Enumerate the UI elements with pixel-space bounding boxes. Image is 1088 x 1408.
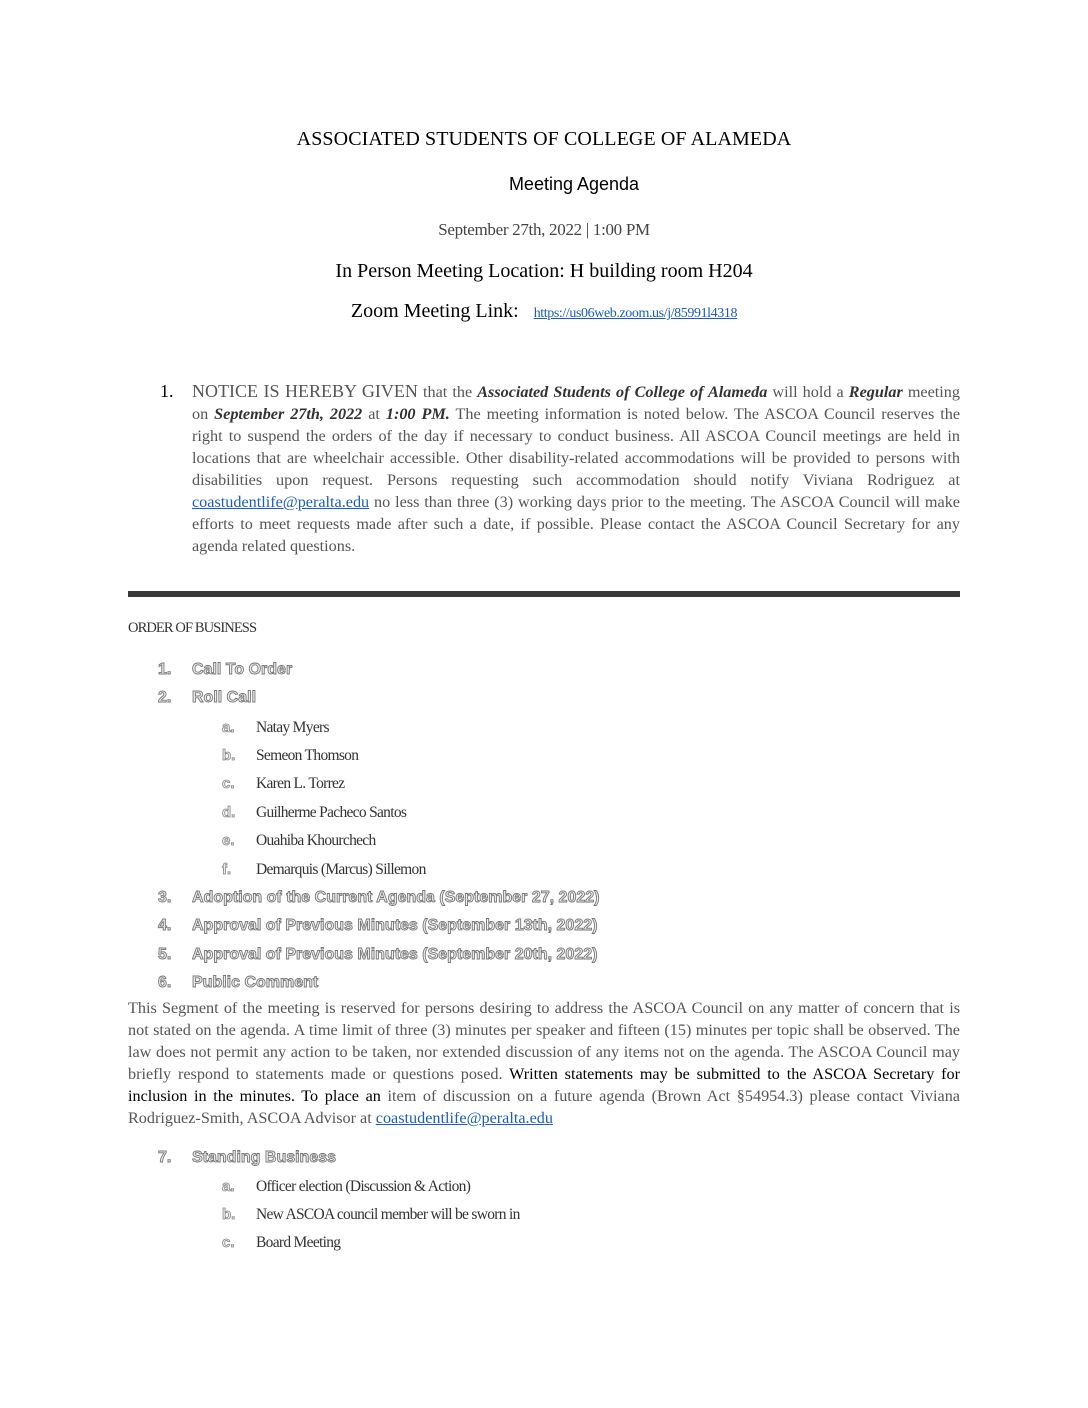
section-divider	[128, 591, 960, 597]
meeting-location: In Person Meeting Location: H building room H204	[335, 260, 753, 282]
organization-title: ASSOCIATED STUDENTS OF COLLEGE OF ALAMEDA	[296, 128, 792, 150]
public-comment-email-link[interactable]: coastudentlife@peralta.edu	[375, 1109, 553, 1127]
order-of-business-heading: ORDER OF BUSINESS	[128, 620, 257, 636]
zoom-link-line	[0, 300, 1088, 323]
public-comment-paragraph: This Segment of the meeting is reserved for persons desiring to address the ASCOA Council on any matter of concern that is not stated on the agenda. A time limit of three (3) minutes per speaker and fifteen (15) minutes per topic shall be observed. The law does not permit any action to be taken, nor extended discussion of any items not on the agenda. The ASCOA Council may briefly respond to statements made or questions posed. Written statements may be submitted to the ASCOA Secretary for inclusion in the minutes. To place an item of discussion on a future agenda (Brown Act §54954.3) please contact Viviana Rodriguez-Smith, ASCOA Advisor at coastudentlife@peralta.edu	[128, 999, 960, 1127]
agenda-page: ASSOCIATED STUDENTS OF COLLEGE OF ALAMEDA Meeting Agenda September 27th, 2022 | 1:00 PM In Person Meeting Location: H building room H204 Zoom Meeting Link: https://us06web.zoom.us/j/85991l4318 1. NOTICE IS HEREBY GIVEN that the Associated Students of College of Alameda will hold a Regular meeting on September 27th, 2022 at 1:00 PM. The meeting information is noted below. The ASCOA Council reserves the right to suspend the orders of the day if necessary to conduct business. All ASCOA Council meetings are held in locations that are wheelchair accessible. Other disability-related accommodations will be provided to persons with disabilities upon request. Persons requesting such accommodation should notify Viviana Rodriguez at coastudentlife@peralta.edu no less than three (3) working days prior to the meeting. The ASCOA Council will make efforts to meet requests made after such a date, if possible. Please contact the ASCOA Council Secretary for any agenda related questions. ORDER OF BUSINESS 1. Call To Order 2. Roll Call a. Natay Myers b. Semeon Thomson c. Karen L. Torrez d. Guilherme Pacheco Santos e. Ouahiba Khourchech f. Demarquis (Marcus) Sillemon 3. Adoption of the Current Agenda (September 27, 2022) 4. Approval of Previous Minutes (September 13th, 2022) 5. Approval of Previous Minutes (September 20th, 2022) 6. Public Comment This Segment of the meeting is reserved for persons desiring to address the ASCOA Council on any matter of concern that is not stated on the agenda. A time limit of three (3) minutes per speaker and fifteen (15) minutes per topic shall be observed. The law does not permit any action to be taken, nor extended discussion of any items not on the agenda. The ASCOA Council may briefly respond to statements made or questions posed. Written statements may be submitted to the ASCOA Secretary for inclusion in the minutes. To place an item of discussion on a future agenda (Brown Act §54954.3) please contact Viviana Rodriguez-Smith, ASCOA Advisor at coastudentlife@peralta.edu 7. Standing Business a. Officer election (Discussion & Action) b. New ASCOA council member will be sworn in c. Board Meeting	[0, 0, 1088, 1408]
notice-number: 1.	[160, 381, 174, 401]
notice-email-link[interactable]: coastudentlife@peralta.edu	[192, 493, 370, 511]
document-title: Meeting Agenda	[508, 174, 640, 194]
notice-paragraph: NOTICE IS HEREBY GIVEN that the Associated Students of College of Alameda will hold a Regular meeting on September 27th, 2022 at 1:00 PM. The meeting information is noted below. The ASCOA Council reserves the right to suspend the orders of the day if necessary to conduct business. All ASCOA Council meetings are held in locations that are wheelchair accessible. Other disability-related accommodations will be provided to persons with disabilities upon request. Persons requesting such accommodation should notify Viviana Rodriguez at coastudentlife@peralta.edu no less than three (3) working days prior to the meeting. The ASCOA Council will make efforts to meet requests made after such a date, if possible. Please contact the ASCOA Council Secretary for any agenda related questions.	[192, 381, 961, 555]
meeting-date-time: September 27th, 2022 | 1:00 PM	[438, 220, 650, 239]
zoom-link[interactable]: https://us06web.zoom.us/j/85991l4318	[533, 306, 738, 321]
zoom-link-label: Zoom Meeting Link:	[350, 300, 519, 322]
